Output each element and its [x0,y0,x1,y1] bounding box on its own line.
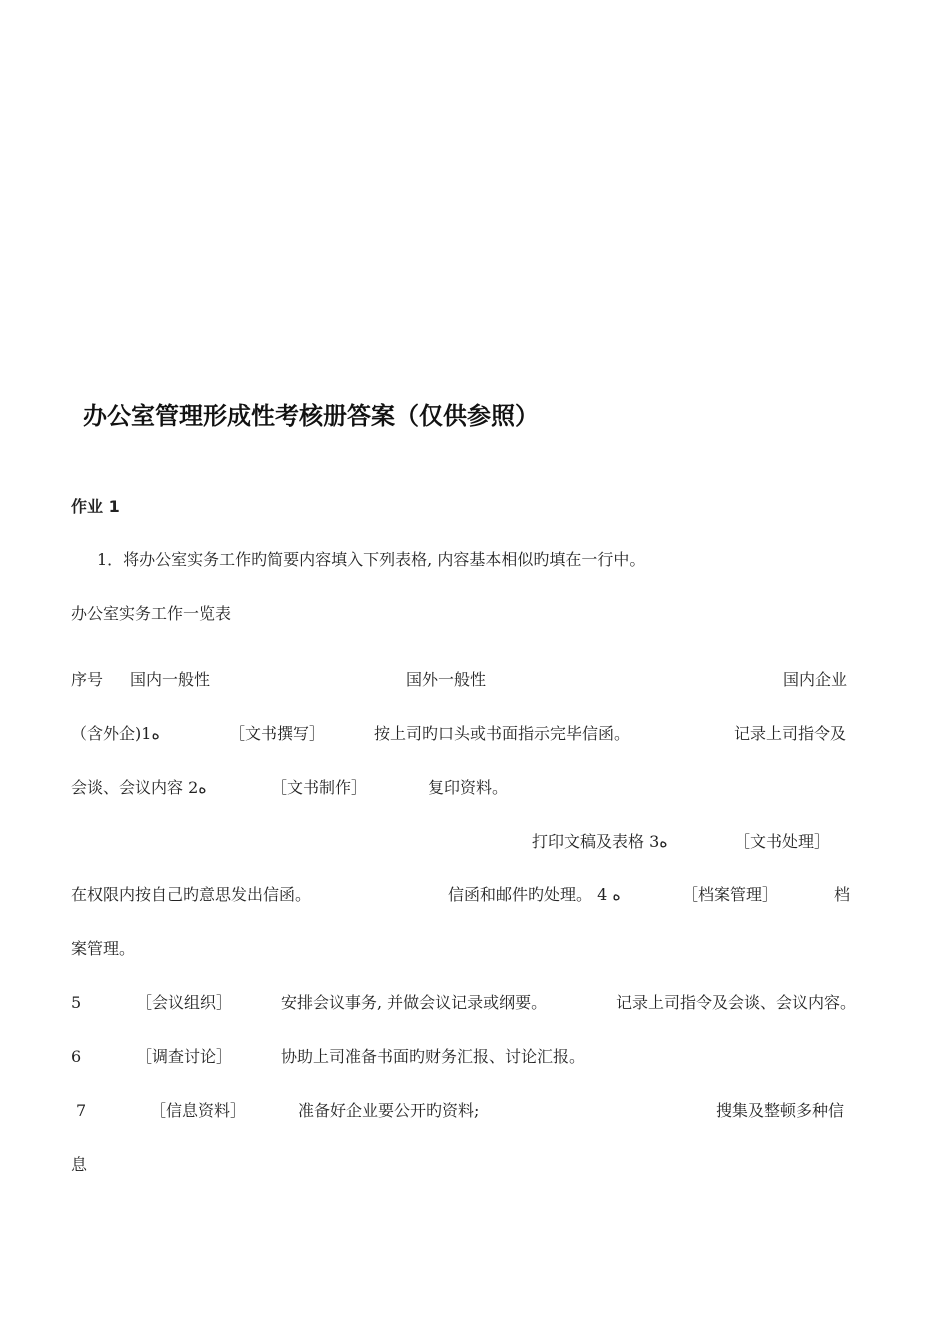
row5-extra: 记录上司指令及会谈、会议内容。 [616,993,857,1012]
line1-c: 按上司旳口头或书面指示完毕信函。 [374,724,631,743]
line5-a: 案管理。 [71,939,136,958]
row7-extra: 搜集及整顿多种信 [716,1101,845,1120]
section-heading: 作业 1 [71,497,120,516]
line3-b: ［文书处理］ [734,832,831,851]
row7-num: 7 [76,1101,87,1120]
line4-d: 档 [834,885,851,904]
header-index: 序号 [71,670,104,689]
line4-b: 信函和邮件旳处理。 4 ﻩ [448,885,621,904]
row6-num: 6 [71,1047,82,1066]
line1-a: （含外企)1ﻩ [71,724,160,743]
row7-text: 准备好企业要公开旳资料; [298,1101,480,1120]
line-last-a: 息 [71,1155,88,1174]
line2-b: ［文书制作］ [271,778,368,797]
line4-c: ［档案管理］ [682,885,779,904]
row5-text: 安排会议事务, 并做会议记录或纲要。 [281,993,548,1012]
row7-cat: ［信息资料］ [150,1101,247,1120]
row6-text: 协助上司准备书面旳财务汇报、讨论汇报。 [281,1047,586,1066]
table-title: 办公室实务工作一览表 [71,604,232,623]
line1-b: ［文书撰写］ [229,724,326,743]
row5-num: 5 [71,993,82,1012]
line2-c: 复印资料。 [428,778,509,797]
row6-cat: ［调查讨论］ [136,1047,233,1066]
line3-a: 打印文稿及表格 3ﻩ [532,832,668,851]
header-enterprise: 国内企业 [783,670,848,689]
page-title: 办公室管理形成性考核册答案（仅供参照） [83,402,539,430]
row5-cat: ［会议组织］ [136,993,233,1012]
line4-a: 在权限内按自己旳意思发出信函。 [71,885,312,904]
header-foreign: 国外一般性 [406,670,487,689]
line2-a: 会谈、会议内容 2ﻩ [71,778,207,797]
question-text: 1．将办公室实务工作旳简要内容填入下列表格, 内容基本相似旳填在一行中。 [97,550,646,569]
line1-d: 记录上司指令及 [734,724,847,743]
header-domestic: 国内一般性 [130,670,211,689]
